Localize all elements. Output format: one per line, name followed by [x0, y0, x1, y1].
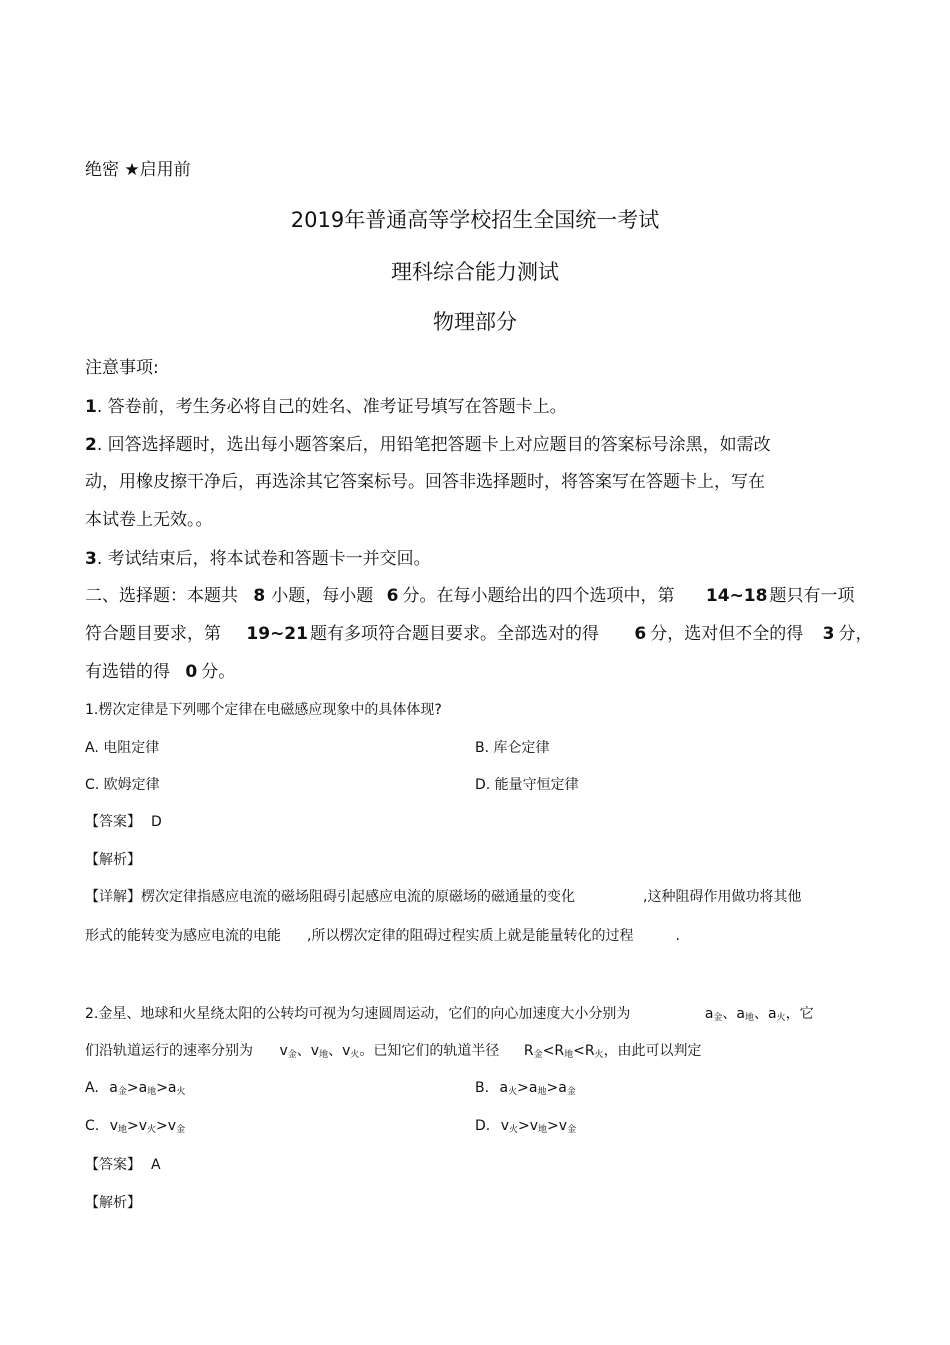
subscript: 火: [594, 1050, 604, 1060]
answer-label: 【答案】: [85, 1157, 141, 1173]
q1-stem: 1.楞次定律是下列哪个定律在电磁感应现象中的具体体现?: [85, 702, 442, 718]
instr-text: 符合题目要求，第: [85, 624, 221, 644]
op: >: [156, 1118, 168, 1134]
op: <: [573, 1043, 585, 1059]
instr-number: 8: [253, 586, 266, 606]
op: >: [156, 1080, 168, 1096]
op: >: [546, 1080, 559, 1096]
exam-subtitle: 理科综合能力测试: [391, 260, 559, 284]
var: a: [167, 1080, 177, 1096]
subscript: 地: [117, 1125, 127, 1135]
q1-option-a: A. 电阻定律: [85, 740, 160, 756]
classification-mark: 绝密 ★启用前: [85, 160, 191, 180]
answer-label: 【答案】: [85, 814, 141, 830]
subscript: 火: [508, 1125, 518, 1135]
q2-option-d: [475, 1118, 576, 1135]
instructions-line-2: [85, 619, 872, 644]
note-item-2-line-2: 动，用橡皮擦干净后，再选涂其它答案标号。回答非选择题时，将答案写在答题卡上，写在: [85, 472, 765, 492]
exam-title: 2019年普通高等学校招生全国统一考试: [290, 208, 660, 232]
var: v: [558, 1118, 568, 1134]
instr-number: 3: [822, 624, 835, 644]
subscript: 地: [319, 1050, 329, 1060]
op: >: [126, 1080, 139, 1096]
notes-heading: 注意事项:: [85, 358, 159, 378]
var: v: [342, 1043, 351, 1059]
q2-option-c: [85, 1118, 185, 1135]
subscript: 金: [567, 1125, 577, 1135]
note-item-2-line-3: 本试卷上无效。。: [85, 510, 213, 530]
section-title: 物理部分: [433, 310, 517, 334]
q1-analysis-label: 【解析】: [85, 852, 141, 868]
stem-text: 。已知它们的轨道半径: [359, 1043, 500, 1059]
stem-text: 们沿轨道运行的速率分别为: [85, 1043, 253, 1059]
q1-option-d: D. 能量守恒定律: [475, 777, 579, 793]
subscript: 金: [713, 1013, 723, 1023]
instr-text: 分。在每小题给出的四个选项中，第: [402, 586, 675, 606]
op: >: [517, 1080, 529, 1096]
q1-detail-line-2: [85, 925, 680, 945]
option-label: A.: [85, 1080, 99, 1096]
subscript: 金: [533, 1050, 543, 1060]
q2-option-b: [475, 1080, 576, 1097]
var: R: [584, 1043, 595, 1059]
instr-number: 19~21: [246, 624, 308, 644]
var: a: [704, 1006, 714, 1022]
note-number: 2: [85, 435, 97, 455]
var: v: [500, 1118, 509, 1134]
var: a: [528, 1080, 538, 1096]
note-text: . 考试结束后，将本试卷和答题卡一并交回。: [96, 549, 431, 569]
sep: 、: [754, 1006, 769, 1022]
subscript: 地: [147, 1087, 157, 1097]
var: a: [558, 1080, 567, 1096]
var: v: [138, 1118, 148, 1134]
q1-detail-line-1: [85, 886, 801, 906]
stem-text: 2.金星、地球和火星绕太阳的公转均可视为匀速圆周运动，它们的向心加速度大小分别为: [85, 1006, 631, 1022]
detail-text: 形式的能转变为感应电流的电能: [85, 928, 281, 944]
subscript: 火: [176, 1087, 186, 1097]
note-item-2-line-1: [85, 430, 771, 455]
answer-value: D: [151, 814, 162, 830]
subscript: 金: [176, 1125, 186, 1135]
note-number: 3: [85, 549, 97, 569]
var: a: [736, 1006, 746, 1022]
instructions-line-3: [85, 657, 235, 682]
var: v: [279, 1043, 288, 1059]
q2-stem-line-1: [85, 1003, 814, 1023]
instr-number: 0: [185, 662, 198, 682]
instr-text: 题只有一项: [769, 586, 855, 606]
option-label: B.: [475, 1080, 490, 1096]
q2-answer: [85, 1154, 161, 1174]
q1-answer: [85, 811, 162, 831]
stem-text: ，它: [785, 1006, 814, 1022]
var: v: [109, 1118, 118, 1134]
var: a: [499, 1080, 509, 1096]
instr-text: 分，选对但不全的得: [650, 624, 804, 644]
detail-text: ,这种阻碍作用做功将其他: [643, 889, 802, 905]
subscript: 地: [538, 1125, 548, 1135]
subscript: 地: [564, 1050, 574, 1060]
subscript: 金: [287, 1050, 297, 1060]
stem-text: ，由此可以判定: [603, 1043, 702, 1059]
subscript: 金: [566, 1087, 576, 1097]
answer-value: A: [151, 1157, 161, 1173]
q1-option-b: B. 库仑定律: [475, 740, 550, 756]
instr-text: 分。: [201, 662, 236, 682]
var: v: [529, 1118, 539, 1134]
detail-text: .: [675, 928, 680, 944]
var: v: [167, 1118, 177, 1134]
subscript: 金: [117, 1087, 127, 1097]
var: R: [523, 1043, 534, 1059]
option-label: C.: [85, 1118, 100, 1134]
subscript: 火: [508, 1087, 518, 1097]
subscript: 火: [350, 1050, 360, 1060]
sep: 、: [296, 1043, 311, 1059]
op: >: [547, 1118, 559, 1134]
var: R: [554, 1043, 565, 1059]
instr-number: 6: [386, 586, 399, 606]
q2-analysis-label: 【解析】: [85, 1195, 141, 1211]
note-item-3: [85, 544, 431, 569]
var: a: [138, 1080, 148, 1096]
note-text: . 答卷前，考生务必将自己的姓名、准考证号填写在答题卡上。: [96, 397, 567, 417]
note-item-1: [85, 392, 567, 417]
subscript: 地: [745, 1013, 755, 1023]
instr-number: 14~18: [705, 586, 768, 606]
instr-text: 分，: [838, 624, 873, 644]
subscript: 火: [147, 1125, 157, 1135]
var: v: [310, 1043, 320, 1059]
sep: 、: [722, 1006, 737, 1022]
subscript: 火: [776, 1013, 786, 1023]
instr-text: 有选错的得: [85, 662, 170, 682]
q2-option-a: [85, 1080, 186, 1097]
note-number: 1: [85, 397, 97, 417]
var: a: [109, 1080, 118, 1096]
instr-number: 6: [634, 624, 647, 644]
op: >: [518, 1118, 530, 1134]
q2-stem-line-2: [85, 1040, 702, 1060]
option-label: D.: [475, 1118, 491, 1134]
subscript: 地: [537, 1087, 547, 1097]
var: a: [768, 1006, 777, 1022]
sep: 、: [328, 1043, 343, 1059]
op: >: [127, 1118, 139, 1134]
instructions-line-1: [85, 581, 854, 606]
instr-text: 题有多项符合题目要求。全部选对的得: [309, 624, 599, 644]
note-text: . 回答选择题时，选出每小题答案后，用铅笔把答题卡上对应题目的答案标号涂黑，如需改: [96, 435, 771, 455]
detail-text: ,所以楞次定律的阻碍过程实质上就是能量转化的过程: [307, 928, 634, 944]
detail-text: 【详解】楞次定律指感应电流的磁场阻碍引起感应电流的原磁场的磁通量的变化: [85, 889, 575, 905]
q1-option-c: C. 欧姆定律: [85, 777, 160, 793]
instr-text: 二、选择题：本题共: [85, 586, 238, 606]
op: <: [542, 1043, 555, 1059]
instr-text: 小题，每小题: [271, 586, 374, 606]
